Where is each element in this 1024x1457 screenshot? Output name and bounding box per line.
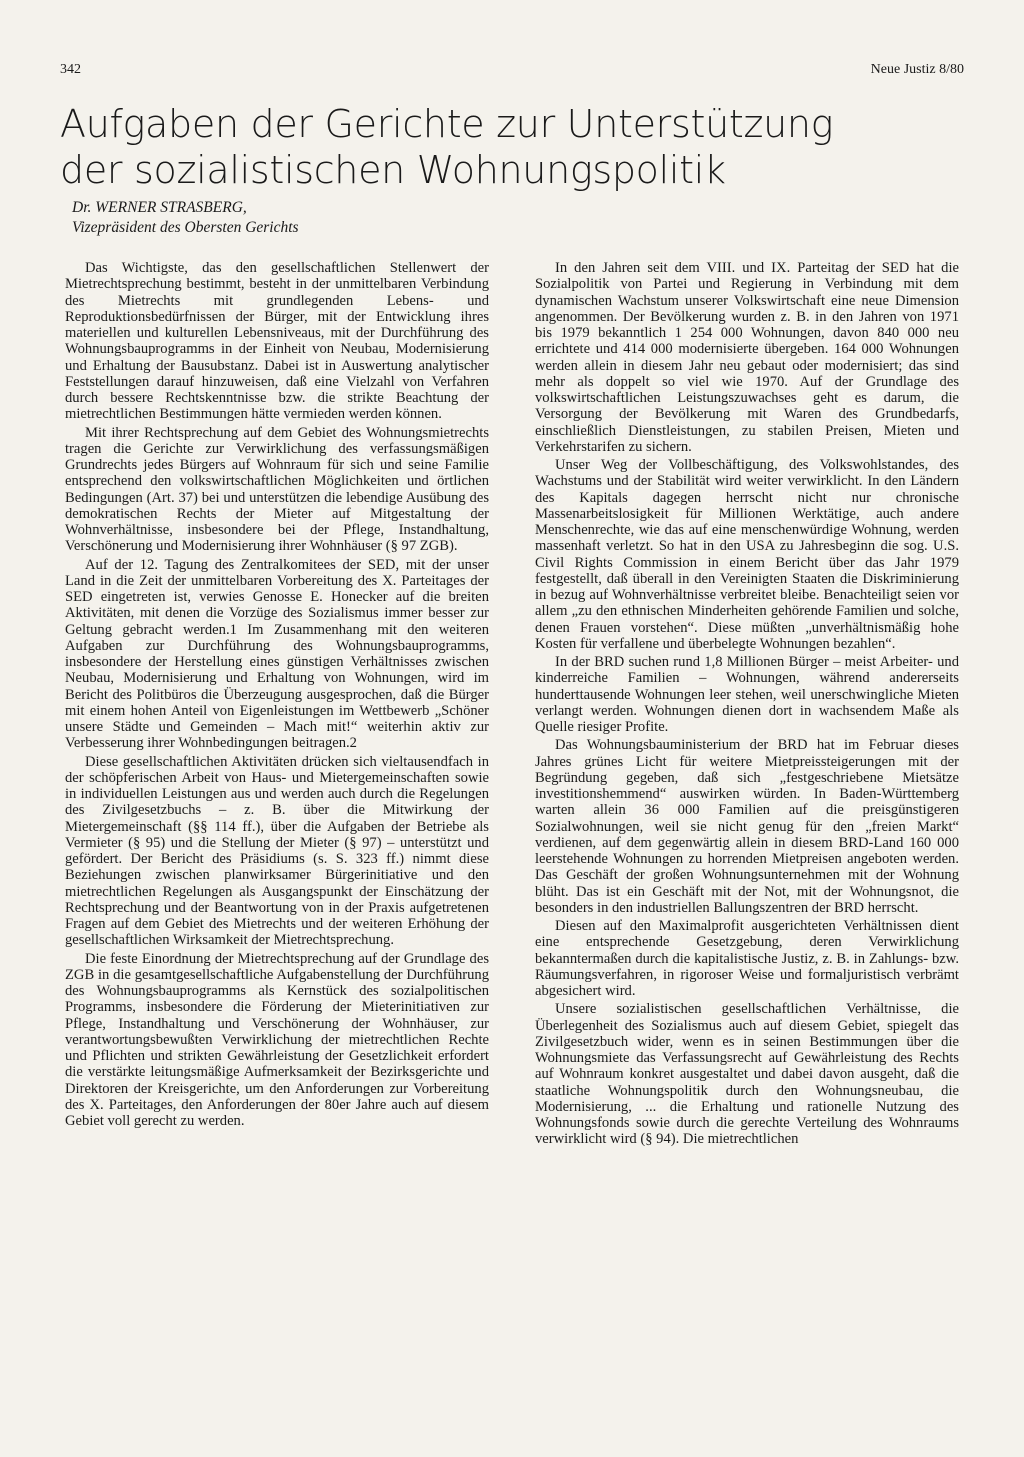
page-header (60, 62, 964, 80)
author-role: Vizepräsident des Obersten Gerichts (72, 219, 299, 236)
paragraph: Mit ihrer Rechtsprechung auf dem Gebiet des Wohnungsmietrechts tragen die Gerichte zur Verwirklichung des verfassungsmäßigen Grundrechts jedes Bürgers auf Wohnraum für sich und seine Familie entsprechend den volkswirtschaftlichen Möglichkeiten und örtlichen Bedingungen (Art. 37) bei und unterstützen die lebendige Ausübung des demokratischen Rechts der Mieter auf Mitgestaltung der Wohnverhältnisse, insbesondere bei der Pflege, Instandhaltung, Verschönerung und Modernisierung ihrer Wohnhäuser (§ 97 ZGB). (65, 424, 489, 555)
title-line-1: Aufgaben der Gerichte zur Unterstützung (60, 102, 834, 146)
left-column (65, 260, 489, 1129)
title-line-2: der sozialistischen Wohnungspolitik (60, 148, 726, 192)
paragraph: Unsere sozialistischen gesellschaftlichen Verhältnisse, die Überlegenheit des Sozialismus auch auf diesem Gebiet, spiegelt das Zivilgesetzbuch wider, wenn es in seinen Bestimmungen über die Wohnungsmiete das Verfassungsrecht auf Gewährleistung des Rechts auf Wohnraum konkret ausgestaltet und dabei davon ausgeht, daß die staatliche Wohnungspolitik durch den Wohnungsneubau, die Modernisierung, ... die Erhaltung und rationelle Nutzung des Wohnungsfonds sowie durch die gerechte Verteilung des Wohnraums verwirklicht wird (§ 94). Die mietrechtlichen (535, 1001, 959, 1148)
paragraph: Das Wohnungsbauministerium der BRD hat im Februar dieses Jahres grünes Licht für weitere Mietpreissteigerungen mit der Begründung gegeben, daß sich „festgeschriebene Mietsätze investitionshemmend“ auswirken würden. In Baden-Württemberg warten allein 36 000 Familien auf die preisgünstigeren Sozialwohnungen, weil sie nicht genug für den „freien Markt“ verdienen, auf dem gegenwärtig allein in diesem BRD-Land 160 000 leerstehende Wohnungen zu horrenden Mietpreisen angeboten werden. Das Geschäft der großen Wohnungsunternehmen mit der Wohnung blüht. Das ist ein Geschäft mit der Not, mit der Wohnungsnot, die besonders in den industriellen Ballungszentren der BRD herrscht. (535, 737, 959, 916)
page-number: 342 (60, 62, 81, 77)
author-name: Dr. WERNER STRASBERG, (72, 199, 247, 216)
article-title (60, 101, 960, 193)
paragraph: Diese gesellschaftlichen Aktivitäten drücken sich vieltausendfach in der schöpferischen Arbeit von Haus- und Mietergemeinschaften sowie in individuellen Leistungen aus und werden auch durch die Regelungen des Zivilgesetzbuchs – z. B. über die Mitwirkung der Mietergemeinschaft (§§ 114 ff.), über die Aufgaben der Betriebe als Vermieter (§ 95) und die Stellung der Mieter (§ 97) – unterstützt und gefördert. Der Bericht des Präsidiums (s. S. 323 ff.) nimmt diese Beziehungen zwischen planwirksamer Bürgerinitiative und den mietrechtlichen Regelungen als Ausgangspunkt der Einschätzung der Rechtsprechung und der Beantwortung von in der Praxis aufgetretenen Fragen auf dem Gebiet des Mietrechts und der weiteren Erhöhung der gesellschaftlichen Wirksamkeit der Mietrechtsprechung. (65, 753, 489, 949)
paragraph: Die feste Einordnung der Mietrechtsprechung auf der Grundlage des ZGB in die gesamtgesellschaftliche Aufgabenstellung der Durchführung des Wohnungsbauprogramms als Kernstück des sozialpolitischen Programms, insbesondere die Förderung der Mieterinitiativen zur Pflege, Instandhaltung und Verschönerung der Wohnhäuser, zur verantwortungsbewußten Verwirklichung der mietrechtlichen Rechte und Pflichten und strikten Gewährleistung der Gesetzlichkeit erfordert die verstärkte leitungsmäßige Aufmerksamkeit der Bezirksgerichte und Direktoren der Kreisgerichte, um den Anforderungen zur Vorbereitung des X. Parteitages, den Anforderungen der 80er Jahre auch auf diesem Gebiet voll gerecht zu werden. (65, 950, 489, 1129)
paragraph: Auf der 12. Tagung des Zentralkomitees der SED, mit der unser Land in die Zeit der unmittelbaren Vorbereitung des X. Parteitages der SED eingetreten ist, verwies Genosse E. Honecker auf die breiten Aktivitäten, mit denen die Vorzüge des Sozialismus immer besser zur Geltung gebracht werden.1 Im Zusammenhang mit den weiteren Aufgaben zur Durchführung des Wohnungsbauprogramms, insbesondere der Herstellung eines günstigen Verhältnisses zwischen Neubau, Modernisierung und Erhaltung von Wohnungen, wird im Bericht des Politbüros die Überzeugung ausgesprochen, daß die Bürger mit einem hohen Anteil von Eigenleistungen im Wettbewerb „Schöner unsere Städte und Gemeinden – Mach mit!“ weiterhin aktiv zur Verbesserung ihrer Wohnbedingungen beitragen.2 (65, 556, 489, 752)
right-column (535, 260, 959, 1148)
paragraph: Unser Weg der Vollbeschäftigung, des Volkswohlstandes, des Wachstums und der Stabilität wird weiter verwirklicht. In den Ländern des Kapitals dagegen herrscht nicht nur chronische Massenarbeitslosigkeit für Millionen Werktätige, auch andere Menschenrechte, wie das auf eine menschenwürdige Wohnung, werden massenhaft verletzt. So hat in den USA zu Jahresbeginn die sog. U.S. Civil Rights Commission in einem Bericht über das Jahr 1979 festgestellt, daß überall in den Vereinigten Staaten die Diskriminierung in bezug auf Wohnverhältnisse verbreitet bleibe. Benachteiligt seien vor allem „zu den ethnischen Minderheiten gehörende Familien und solche, denen Frauen vorstehen“. Diese müßten „unverhältnismäßig hohe Kosten für verfallene und überbelegte Wohnungen bezahlen“. (535, 457, 959, 652)
paragraph: In den Jahren seit dem VIII. und IX. Parteitag der SED hat die Sozialpolitik von Partei und Regierung in Verbindung mit dem dynamischen Wachstum unserer Volkswirtschaft eine neue Dimension angenommen. Der Bevölkerung wurden z. B. in den Jahren von 1971 bis 1979 bekanntlich 1 254 000 Wohnungen, davon 840 000 neu errichtete und 414 000 modernisierte übergeben. 164 000 Wohnungen werden allein in diesem Jahr neu gebaut oder modernisiert; das sind mehr als doppelt so viel wie 1970. Auf der Grundlage des volkswirtschaftlichen Leistungszuwachses geht es darum, die Versorgung der Bevölkerung mit Waren des Grundbedarfs, einschließlich Dienstleistungen, zu stabilen Preisen, Mieten und Verkehrstarifen zu sichern. (535, 260, 959, 455)
paragraph: Diesen auf den Maximalprofit ausgerichteten Verhältnissen dient eine entsprechende Gesetzgebung, deren Verwirklichung bekanntermaßen durch die kapitalistische Justiz, z. B. in Zahlungs- bzw. Räumungsverfahren, in rigoroser Weise und formaljuristisch verbrämt abgesichert wird. (535, 918, 959, 999)
journal-issue: Neue Justiz 8/80 (870, 62, 964, 77)
paragraph: In der BRD suchen rund 1,8 Millionen Bürger – meist Arbeiter- und kinderreiche Familien – Wohnungen, während andererseits hunderttausende Wohnungen leer stehen, weil unerschwingliche Mieten verlangt werden. Wohnungen dienen dort in wachsendem Maße als Quelle riesiger Profite. (535, 654, 959, 735)
author-block (72, 198, 299, 238)
paragraph: Das Wichtigste, das den gesellschaftlichen Stellenwert der Mietrechtsprechung bestimmt, besteht in der unmittelbaren Verbindung des Mietrechts mit grundlegenden Lebens- und Reproduktionsbedürfnissen der Bürger, mit der Entwicklung ihres materiellen und kulturellen Lebensniveaus, mit der Durchführung des Wohnungsbauprogramms in der Einheit von Neubau, Modernisierung und Erhaltung der Bausubstanz. Dabei ist in Auswertung analytischer Feststellungen darauf hinzuweisen, daß eine Vielzahl von Verfahren durch bessere Rechtskenntnisse bzw. die strikte Beachtung der mietrechtlichen Bestimmungen hätte vermieden werden können. (65, 260, 489, 423)
